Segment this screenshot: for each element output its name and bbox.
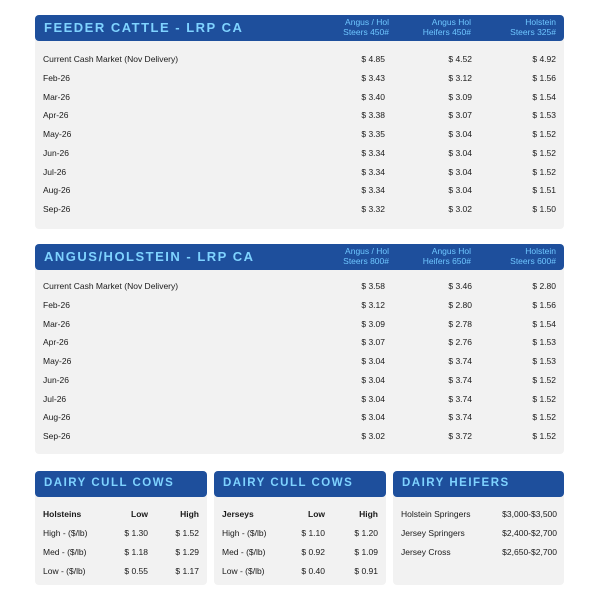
col-1-value: $ 3.58 [361,281,385,291]
angus-col-2-line1: Angus Hol [431,246,471,256]
high-value: $ 1.52 [175,528,199,538]
dairy-cull-holsteins-title: DAIRY CULL COWS [44,477,175,489]
table-row [35,278,564,296]
feeder-col-2-line1: Angus Hol [431,17,471,27]
row-label: May-26 [43,356,72,366]
col-3-value: $ 1.53 [532,110,556,121]
angus-col-3-header [466,246,556,266]
table-row [214,544,386,562]
col-3-value: $ 4.92 [532,54,556,64]
col-3-value: $ 1.52 [532,166,556,177]
low-value: $ 1.10 [301,528,325,538]
col-1-value: $ 3.32 [361,204,385,214]
high-value: $ 0.91 [354,566,378,576]
col-1-value: $ 3.04 [361,412,385,423]
angus-holstein-title: ANGUS/HOLSTEIN - LRP CA [44,249,255,264]
col-1-value: $ 3.07 [361,337,385,348]
heifer-type: Jersey Cross [401,547,451,557]
row-label: Jun-26 [43,374,69,385]
feeder-col-1-line1: Angus / Hol [345,17,389,27]
angus-col-3-line1: Holstein [525,246,556,256]
table-row [35,126,564,144]
table-row [35,145,564,163]
row-label: Mar-26 [43,91,70,102]
row-label: Sep-26 [43,204,71,214]
col-2-value: $ 3.04 [448,166,472,177]
low-value: $ 1.30 [124,528,148,538]
dairy-cull-holsteins-panel [35,471,207,585]
col-3-value: $ 1.52 [532,374,556,385]
col-1-value: $ 3.34 [361,147,385,158]
angus-col-2-line2: Heifers 650# [422,256,471,266]
col-1-value: $ 3.35 [361,129,385,139]
jerseys-high-head: High [359,509,378,519]
feeder-col-1-header [299,17,389,37]
table-row [35,372,564,390]
row-label: Apr-26 [43,110,69,121]
low-value: $ 0.92 [301,547,325,557]
dairy-cull-holsteins-head-row [35,506,207,524]
table-row [35,353,564,371]
table-row [35,107,564,125]
feeder-col-2-line2: Heifers 450# [422,27,471,37]
col-1-value: $ 3.40 [361,91,385,102]
col-3-value: $ 1.53 [532,356,556,366]
col-2-value: $ 3.74 [448,356,472,366]
table-row [35,297,564,315]
feeder-col-3-line2: Steers 325# [510,27,556,37]
feeder-cattle-header [35,15,564,41]
feeder-col-3-header [466,17,556,37]
col-2-value: $ 3.09 [448,91,472,102]
row-label: Apr-26 [43,337,69,348]
col-2-value: $ 3.74 [448,374,472,385]
col-2-value: $ 3.74 [448,412,472,423]
table-row [393,544,564,562]
jerseys-head: Jerseys [222,509,254,519]
feeder-cattle-title: FEEDER CATTLE - LRP CA [44,20,244,35]
col-1-value: $ 3.04 [361,356,385,366]
grade-label: Low - ($/lb) [43,566,86,576]
col-2-value: $ 3.74 [448,393,472,404]
row-label: Aug-26 [43,412,71,423]
row-label: Current Cash Market (Nov Delivery) [43,54,179,64]
jerseys-low-head: Low [308,509,325,519]
col-3-value: $ 2.80 [532,281,556,291]
col-2-value: $ 3.04 [448,185,472,196]
col-3-value: $ 1.50 [532,204,556,214]
holsteins-low-head: Low [131,509,148,519]
col-1-value: $ 3.02 [361,431,385,441]
col-3-value: $ 1.52 [532,147,556,158]
col-2-value: $ 3.12 [448,72,472,83]
angus-holstein-header [35,244,564,270]
col-3-value: $ 1.52 [532,393,556,404]
angus-col-1-line2: Steers 800# [343,256,389,266]
low-value: $ 0.40 [301,566,325,576]
col-2-value: $ 3.46 [448,281,472,291]
col-2-value: $ 3.02 [448,204,472,214]
row-label: Jul-26 [43,166,67,177]
row-label: Feb-26 [43,72,70,83]
table-row [35,334,564,352]
table-row [35,563,207,581]
table-row [35,409,564,427]
grade-label: Med - ($/lb) [43,547,87,557]
col-3-value: $ 1.52 [532,431,556,441]
col-3-value: $ 1.52 [532,412,556,423]
row-label: Mar-26 [43,318,70,329]
col-2-value: $ 4.52 [448,54,472,64]
table-row [35,316,564,334]
high-value: $ 1.09 [354,547,378,557]
col-2-value: $ 3.04 [448,129,472,139]
col-3-value: $ 1.54 [532,318,556,329]
feeder-cattle-panel [35,15,564,229]
table-row [214,525,386,543]
holsteins-high-head: High [180,509,199,519]
dairy-heifers-panel [393,471,564,585]
col-1-value: $ 3.04 [361,374,385,385]
row-label: Current Cash Market (Nov Delivery) [43,281,179,291]
col-3-value: $ 1.54 [532,91,556,102]
row-label: Jun-26 [43,147,69,158]
col-3-value: $ 1.51 [532,185,556,196]
grade-label: Low - ($/lb) [222,566,265,576]
col-3-value: $ 1.56 [532,299,556,310]
low-value: $ 0.55 [124,566,148,576]
col-1-value: $ 3.38 [361,110,385,121]
price-range: $2,650-$2,700 [502,547,557,557]
col-1-value: $ 3.34 [361,185,385,196]
angus-col-2-header [381,246,471,266]
feeder-col-1-line2: Steers 450# [343,27,389,37]
table-row [35,428,564,446]
row-label: May-26 [43,129,72,139]
heifer-type: Jersey Springers [401,528,465,538]
col-2-value: $ 2.78 [448,318,472,329]
table-row [35,70,564,88]
high-value: $ 1.20 [354,528,378,538]
col-1-value: $ 4.85 [361,54,385,64]
feeder-col-3-line1: Holstein [525,17,556,27]
table-row [393,525,564,543]
col-3-value: $ 1.52 [532,129,556,139]
table-row [35,164,564,182]
dairy-heifers-header [393,471,564,497]
table-row [214,563,386,581]
dairy-cull-jerseys-panel [214,471,386,585]
table-row [35,525,207,543]
col-3-value: $ 1.56 [532,72,556,83]
dairy-cull-jerseys-header [214,471,386,497]
heifer-type: Holstein Springers [401,509,471,519]
table-row [393,506,564,524]
row-label: Sep-26 [43,431,71,441]
feeder-col-2-header [381,17,471,37]
angus-col-1-line1: Angus / Hol [345,246,389,256]
col-1-value: $ 3.34 [361,166,385,177]
high-value: $ 1.29 [175,547,199,557]
col-1-value: $ 3.12 [361,299,385,310]
grade-label: High - ($/lb) [222,528,267,538]
angus-col-1-header [299,246,389,266]
col-1-value: $ 3.04 [361,393,385,404]
row-label: Jul-26 [43,393,67,404]
grade-label: High - ($/lb) [43,528,88,538]
price-range: $3,000-$3,500 [502,509,557,519]
col-3-value: $ 1.53 [532,337,556,348]
col-2-value: $ 3.07 [448,110,472,121]
table-row [35,544,207,562]
price-range: $2,400-$2,700 [502,528,557,538]
col-2-value: $ 2.80 [448,299,472,310]
grade-label: Med - ($/lb) [222,547,266,557]
dairy-heifers-title: DAIRY HEIFERS [402,477,510,489]
low-value: $ 1.18 [124,547,148,557]
angus-col-3-line2: Steers 600# [510,256,556,266]
dairy-cull-holsteins-header [35,471,207,497]
table-row [35,51,564,69]
table-row [35,201,564,219]
angus-holstein-panel [35,244,564,454]
row-label: Aug-26 [43,185,71,196]
col-1-value: $ 3.09 [361,318,385,329]
row-label: Feb-26 [43,299,70,310]
col-1-value: $ 3.43 [361,72,385,83]
holsteins-head: Holsteins [43,509,82,519]
col-2-value: $ 3.72 [448,431,472,441]
dairy-cull-jerseys-title: DAIRY CULL COWS [223,477,354,489]
col-2-value: $ 2.76 [448,337,472,348]
table-row [35,182,564,200]
table-row [35,89,564,107]
col-2-value: $ 3.04 [448,147,472,158]
table-row [35,391,564,409]
high-value: $ 1.17 [175,566,199,576]
dairy-cull-jerseys-head-row [214,506,386,524]
